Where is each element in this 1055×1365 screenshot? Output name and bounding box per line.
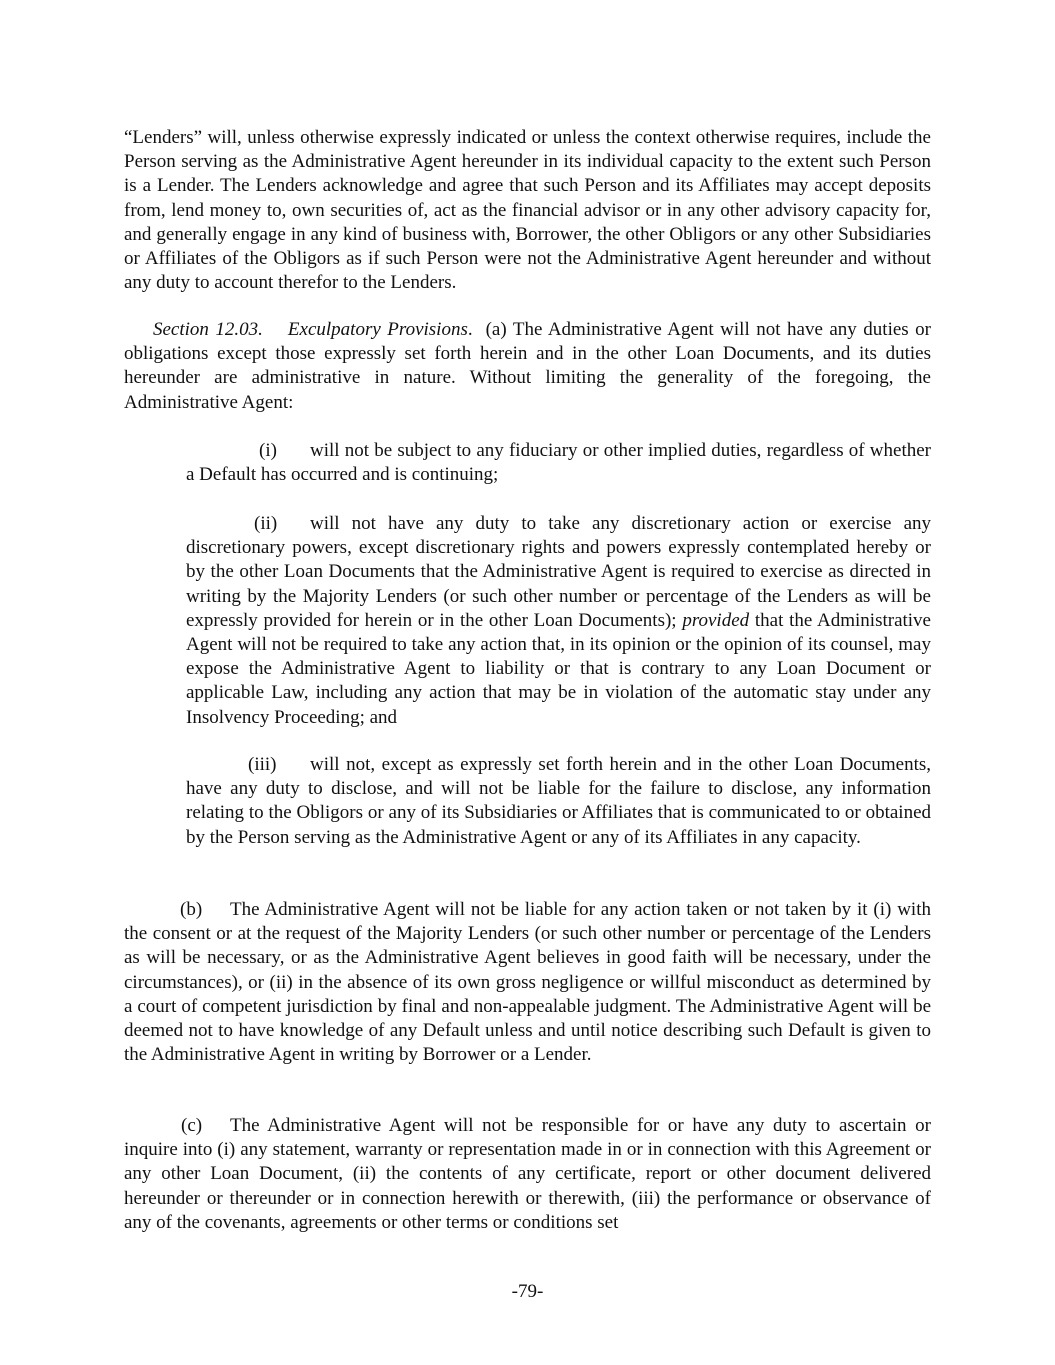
section-title-period: . [467, 319, 473, 340]
item-iii-text: will not, except as expressly set forth herein and in the other Loan Documents, have any duty to disclose, and will not be liable for the failure to disclose, any information relating to the Obligors or any of its Subsidiaries or Affiliates that is communicated to or obtained by the Person serving as the Administrative Agent or any of its Affiliates in any capacity. [186, 754, 931, 848]
item-ii-text-after: that the Administrative Agent will not be required to take any action that, in its opinion or the opinion of its counsel, may expose the Administrative Agent to liability or that is contrary to any Loan Document or applicable Law, including any action that may be in violation of the automatic stay under any Insolvency Proceeding; and [186, 609, 931, 728]
paragraph-c-number: (c) [181, 1115, 203, 1136]
paragraph-lenders-definition [124, 126, 931, 295]
item-iii [186, 753, 931, 850]
paragraph-c [124, 1114, 931, 1235]
item-ii [186, 512, 931, 730]
item-i-number: (i) [259, 440, 277, 461]
item-ii-provided: provided [682, 609, 750, 631]
item-ii-text-before: will not have any duty to take any discretionary action or exercise any discretionary powers, except discretionary rights and powers expressly contemplated hereby or by the other Loan Documents that the Administrative Agent is required to exercise as directed in writing by the Majority Lenders (or such other number or percentage of the Lenders as will be expressly provided for herein or in the other Loan Documents); [186, 513, 931, 631]
item-iii-number: (iii) [248, 754, 277, 775]
paragraph-lenders-text: “Lenders” will, unless otherwise expressly indicated or unless the context otherwise requires, include the Person serving as the Administrative Agent hereunder in its individual capacity to the extent such Person is a Lender. The Lenders acknowledge and agree that such Person and its Affiliates may accept deposits from, lend money to, own securities of, act as the financial advisor or in any other advisory capacity for, and generally engage in any kind of business with, Borrower, the other Obligors or any other Subsidiaries or Affiliates of the Obligors as if such Person were not the Administrative Agent hereunder and without any duty to account therefor to the Lenders. [124, 127, 931, 294]
item-i-text: will not be subject to any fiduciary or other implied duties, regardless of whether a Default has occurred and is continuing; [186, 440, 931, 486]
page-number: -79- [511, 1281, 544, 1302]
paragraph-c-text: The Administrative Agent will not be responsible for or have any duty to ascertain or inquire into (i) any statement, warranty or representation made in or in connection with this Agreement or any other Loan Document, (ii) the contents of any certificate, report or other document delivered hereunder or thereunder or in connection herewith or therewith, (iii) the performance or observance of any of the covenants, agreements or other terms or conditions set [124, 1115, 931, 1233]
section-12-03-paragraph [124, 318, 931, 415]
paragraph-b [124, 898, 931, 1067]
section-number: Section 12.03. [153, 319, 263, 340]
paragraph-b-text: The Administrative Agent will not be liable for any action taken or not taken by it (i) with the consent or at the request of the Majority Lenders (or such other number or percentage of the Lenders as will be necessary, or as the Administrative Agent believes in good faith will be necessary, under the circumstances), or (ii) in the absence of its own gross negligence or willful misconduct as determined by a court of competent jurisdiction by final and non-appealable judgment. The Administrative Agent will be deemed not to have knowledge of any Default unless and until notice describing such Default is given to the Administrative Agent in writing by Borrower or a Lender. [124, 899, 931, 1066]
item-ii-number: (ii) [254, 513, 278, 534]
item-i [186, 439, 931, 487]
paragraph-b-number: (b) [180, 899, 203, 920]
section-title: Exculpatory Provisions [287, 319, 468, 340]
section-intro-text: (a) The Administrative Agent will not have any duties or obligations except those expressly set forth herein and in the other Loan Documents, and its duties hereunder are administrative in nature. Without limiting the generality of the foregoing, the Administrative Agent: [124, 319, 932, 413]
